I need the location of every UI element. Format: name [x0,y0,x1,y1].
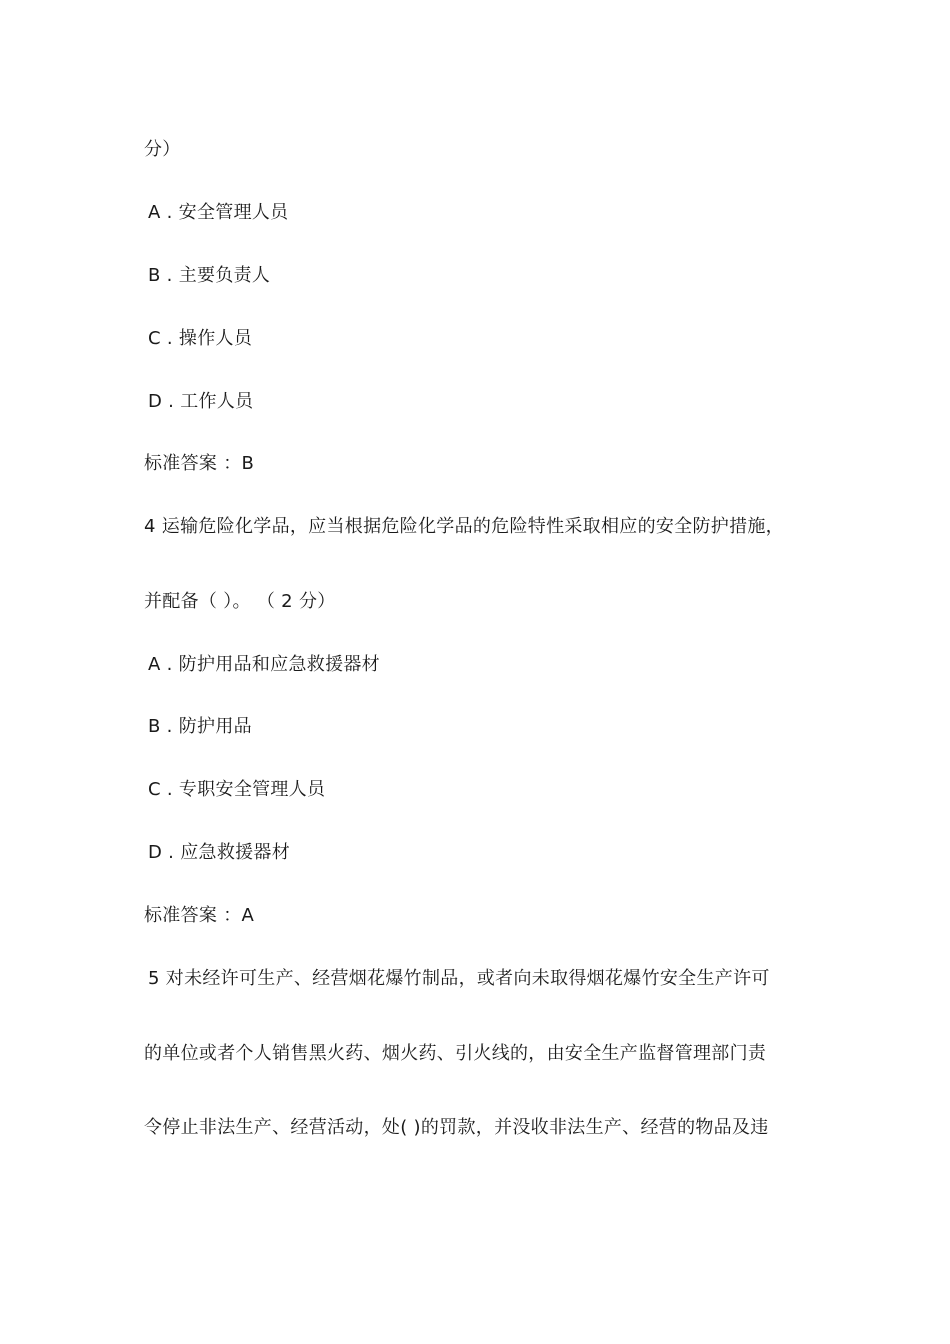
q3-option-b: B . 主要负责人 [148,265,271,286]
q4-option-a: A . 防护用品和应急救援器材 [148,654,380,675]
q4-option-d: D . 应急救援器材 [148,842,291,863]
q3-answer: 标准答案 ：B [144,453,255,474]
q4-stem-line-1: 4 运输危险化学品，应当根据危险化学品的危险特性采取相应的安全防护措施， [144,516,784,537]
q4-option-b: B . 防护用品 [148,716,252,737]
q5-stem-line-3: 令停止非法生产、经营活动，处( )的罚款，并没收非法生产、经营的物品及违 [144,1117,769,1138]
q3-option-a: A . 安全管理人员 [148,202,289,223]
q3-option-d: D . 工作人员 [148,391,254,412]
q5-stem-line-2: 的单位或者个人销售黑火药、烟火药、引火线的，由安全生产监督管理部门责 [144,1043,767,1064]
q4-answer: 标准答案 ：A [144,905,255,926]
q4-stem-line-2: 并配备（ ）。 （ 2 分） [144,591,336,612]
q4-option-c: C . 专职安全管理人员 [148,779,326,800]
q3-option-c: C . 操作人员 [148,328,253,349]
q5-stem-line-1: 5 对未经许可生产、经营烟花爆竹制品，或者向未取得烟花爆竹安全生产许可 [148,968,770,989]
q3-stem-tail: 分） [144,139,181,160]
